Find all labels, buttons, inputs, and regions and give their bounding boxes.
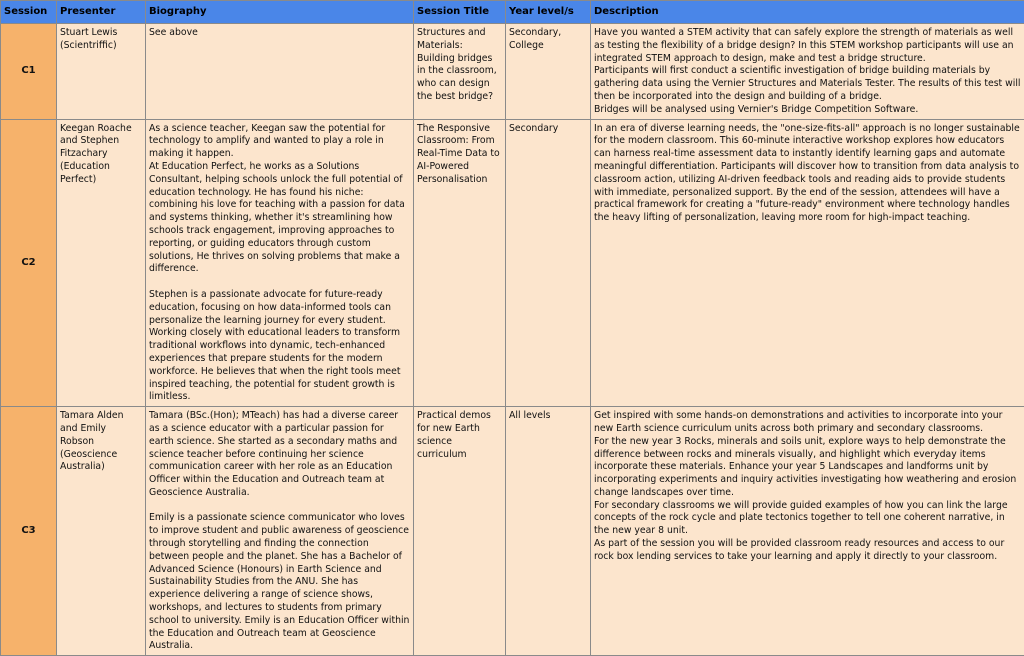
- presenter-cell[interactable]: Tamara Alden and Emily Robson (Geoscience Australia): [57, 407, 146, 656]
- header-biography[interactable]: Biography: [146, 1, 414, 24]
- year-level-cell[interactable]: Secondary, College: [506, 24, 591, 120]
- header-description[interactable]: Description: [591, 1, 1024, 24]
- biography-cell[interactable]: See above: [146, 24, 414, 120]
- session-title-cell[interactable]: Practical demos for new Earth science curriculum: [414, 407, 506, 656]
- year-level-cell[interactable]: Secondary: [506, 119, 591, 407]
- session-title-cell[interactable]: The Responsive Classroom: From Real-Time Data to AI-Powered Personalisation: [414, 119, 506, 407]
- description-cell[interactable]: Get inspired with some hands-on demonstrations and activities to incorporate into your new Earth science curriculum units across both primary and secondary classrooms. For the new year 3 Rocks, minerals and soils unit, explore ways to help demonstrate the difference between rocks and minerals visually, and highlight which everyday items incorporate these materials. Enhance your year 5 Landscapes and landforms unit by incorporating experiments and inquiry activities investigating how weathering and erosion change landscapes over time. For secondary classrooms we will provide guided examples of how you can link the large concepts of the rock cycle and plate tectonics together to tell one coherent narrative, in the new year 8 unit. As part of the session you will be provided classroom ready resources and access to our rock box lending services to take your learning and apply it directly to your classroom.: [591, 407, 1024, 656]
- description-cell[interactable]: In an era of diverse learning needs, the "one-size-fits-all" approach is no longer sustainable for the modern classroom. This 60-minute interactive workshop explores how educators can harness real-time assessment data to instantly identify learning gaps and automate meaningful differentiation. Participants will discover how to transition from data analysis to classroom action, utilizing AI-driven feedback tools and reading aids to provide students with immediate, personalized support. By the end of the session, attendees will have a practical framework for creating a "future-ready" environment where technology handles the heavy lifting of personalization, leaving more room for high-impact teaching.: [591, 119, 1024, 407]
- biography-cell[interactable]: Tamara (BSc.(Hon); MTeach) has had a diverse career as a science educator with a particular passion for earth science. She started as a secondary maths and science teacher before continuing her science communication career with her role as an Education Officer within the Education and Outreach team at Geoscience Australia. Emily is a passionate science communicator who loves to improve student and public awareness of geoscience through storytelling and finding the connection between people and the planet. She has a Bachelor of Advanced Science (Honours) in Earth Science and Sustainability Studies from the ANU. She has experience delivering a range of science shows, workshops, and lectures to students from primary school to university. Emily is an Education Officer within the Education and Outreach team at Geoscience Australia.: [146, 407, 414, 656]
- session-cell[interactable]: C2: [1, 119, 57, 407]
- year-level-cell[interactable]: All levels: [506, 407, 591, 656]
- table-row: [1, 24, 1024, 120]
- session-title-cell[interactable]: Structures and Materials: Building bridges in the classroom, who can design the best bridge?: [414, 24, 506, 120]
- header-session[interactable]: Session: [1, 1, 57, 24]
- header-presenter[interactable]: Presenter: [57, 1, 146, 24]
- table-row: [1, 119, 1024, 407]
- header-row: [1, 1, 1024, 24]
- table-row: [1, 407, 1024, 656]
- biography-cell[interactable]: As a science teacher, Keegan saw the potential for technology to amplify and wanted to play a role in making it happen. At Education Perfect, he works as a Solutions Consultant, helping schools unlock the full potential of education technology. He has found his niche: combining his love for teaching with a passion for data and systems thinking, whether it's streamlining how schools track engagement, improving approaches to reporting, or guiding educators through custom solutions, He thrives on solving problems that make a difference. Stephen is a passionate advocate for future-ready education, focusing on how data-informed tools can personalize the learning journey for every student. Working closely with educational leaders to transform traditional workflows into dynamic, tech-enhanced experiences that prepare students for the modern workforce. He believes that when the right tools meet inspired teaching, the potential for student growth is limitless.: [146, 119, 414, 407]
- presenter-cell[interactable]: Keegan Roache and Stephen Fitzachary (Education Perfect): [57, 119, 146, 407]
- description-cell[interactable]: Have you wanted a STEM activity that can safely explore the strength of materials as well as testing the flexibility of a bridge design? In this STEM workshop participants will use an integrated STEM approach to design, make and test a bridge structure. Participants will first conduct a scientific investigation of bridge building materials by gathering data using the Vernier Structures and Materials Tester. The results of this test will then be incorporated into the design and building of a bridge. Bridges will be analysed using Vernier's Bridge Competition Software.: [591, 24, 1024, 120]
- header-year-levels[interactable]: Year level/s: [506, 1, 591, 24]
- session-cell[interactable]: C3: [1, 407, 57, 656]
- header-session-title[interactable]: Session Title: [414, 1, 506, 24]
- presenter-cell[interactable]: Stuart Lewis (Scientriffic): [57, 24, 146, 120]
- session-cell[interactable]: C1: [1, 24, 57, 120]
